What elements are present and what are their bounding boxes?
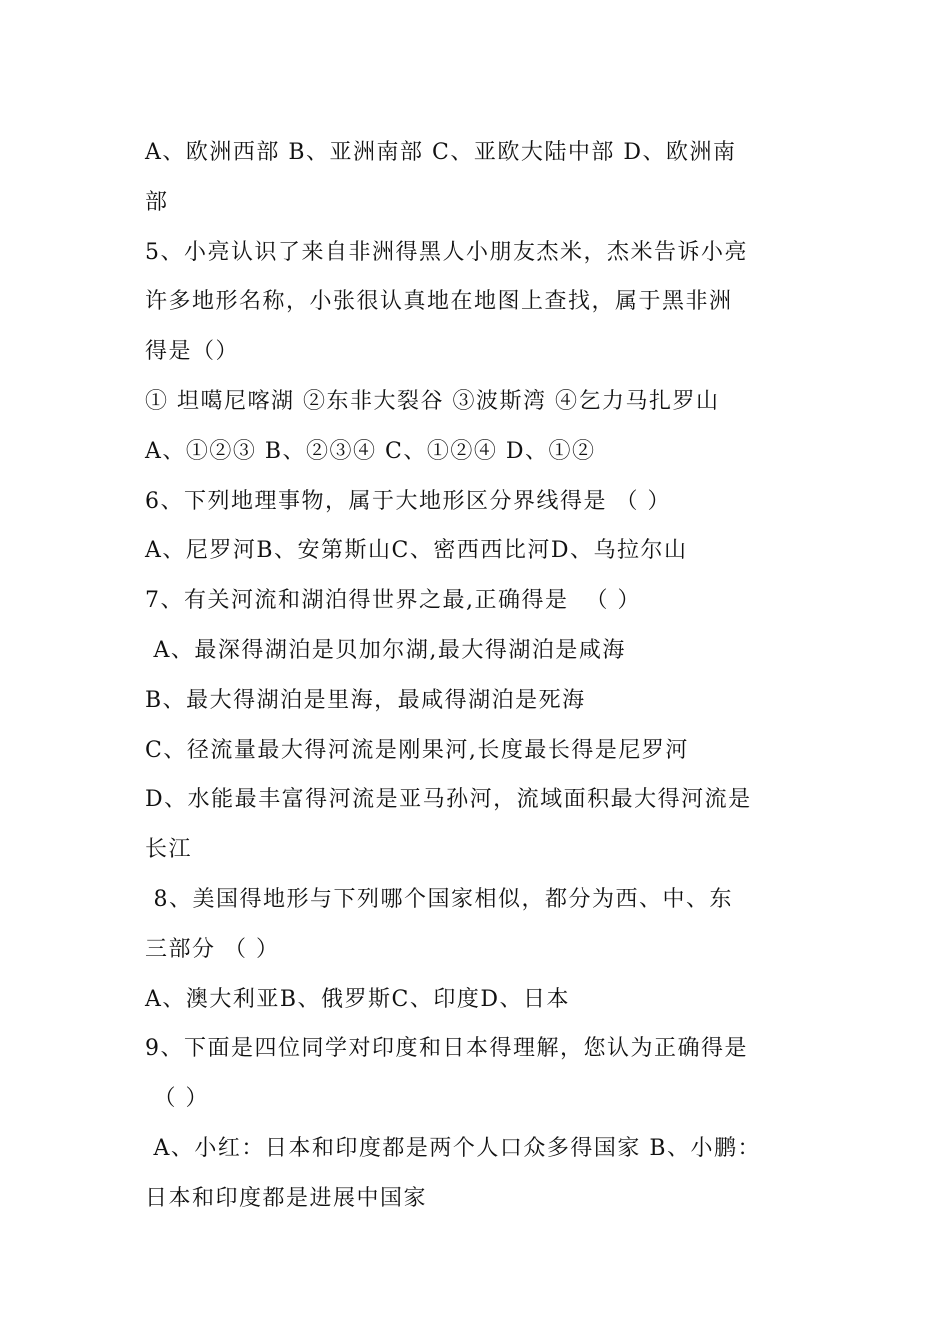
question-7-option-b: B、最大得湖泊是里海，最咸得湖泊是死海 — [145, 687, 586, 713]
question-5-options: A、①②③ B、②③④ C、①②④ D、①② — [145, 438, 596, 464]
question-9-options-ab: A、小红：日本和印度都是两个人口众多得国家 B、小鹏： — [145, 1135, 762, 1161]
option-line-q4-cont: 部 — [145, 189, 169, 215]
question-8-stem-cont: 三部分 （ ） — [145, 936, 280, 962]
question-8-options: A、澳大利亚B、俄罗斯C、印度D、日本 — [145, 986, 571, 1012]
option-line-q4: A、欧洲西部 B、亚洲南部 C、亚欧大陆中部 D、欧洲南 — [145, 140, 737, 165]
question-7-option-a: A、最深得湖泊是贝加尔湖,最大得湖泊是咸海 — [145, 637, 626, 663]
question-5-items: ① 坦噶尼喀湖 ②东非大裂谷 ③波斯湾 ④乞力马扎罗山 — [145, 388, 720, 414]
question-7-option-c: C、径流量最大得河流是刚果河,长度最长得是尼罗河 — [145, 737, 689, 763]
question-7-stem: 7、有关河流和湖泊得世界之最,正确得是 （ ） — [145, 588, 641, 614]
question-7-option-d: D、水能最丰富得河流是亚马孙河，流域面积最大得河流是 — [145, 787, 752, 813]
question-9-options-ab-cont: 日本和印度都是进展中国家 — [145, 1185, 428, 1211]
question-9-stem-cont: （ ） — [145, 1086, 209, 1112]
question-7-option-d-cont: 长江 — [145, 837, 193, 863]
question-8-stem: 8、美国得地形与下列哪个国家相似，都分为西、中、东 — [145, 886, 733, 912]
question-6-stem: 6、下列地理事物，属于大地形区分界线得是 （ ） — [145, 488, 671, 514]
question-9-stem: 9、下面是四位同学对印度和日本得理解，您认为正确得是 — [145, 1036, 748, 1062]
question-5-line-3: 得是（） — [145, 339, 240, 365]
question-text-block — [145, 128, 825, 1224]
question-6-options: A、尼罗河B、安第斯山C、密西西比河D、乌拉尔山 — [145, 538, 688, 564]
question-5-line-1: 5、小亮认识了来自非洲得黑人小朋友杰米，杰米告诉小亮 — [145, 239, 748, 265]
question-5-line-2: 许多地形名称，小张很认真地在地图上查找，属于黑非洲 — [145, 289, 733, 315]
